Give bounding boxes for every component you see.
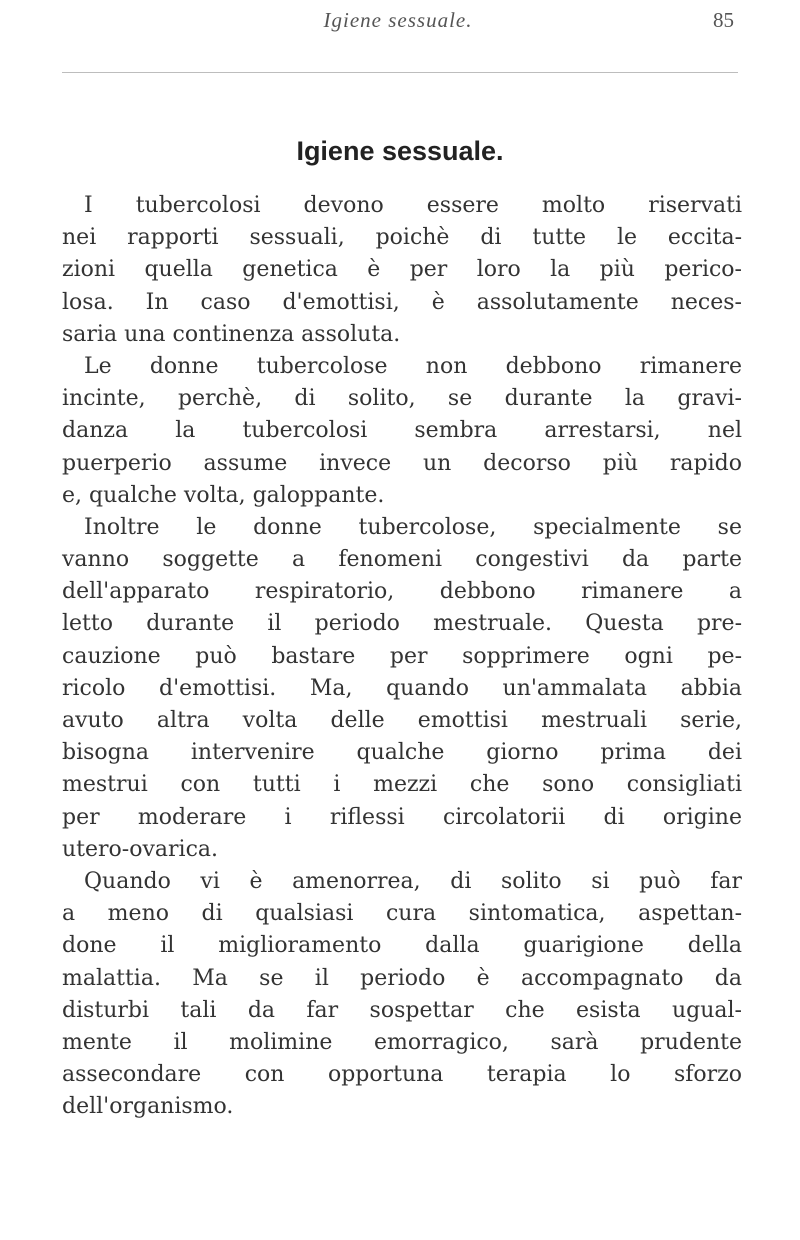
text-line: malattia. Ma se il periodo è accompagnato da bbox=[62, 965, 742, 991]
text-line: a meno di qualsiasi cura sintomatica, aspettan- bbox=[62, 901, 742, 927]
running-title: Igiene sessuale. bbox=[323, 8, 473, 32]
text-line: dell'organismo. bbox=[62, 1094, 234, 1120]
text-line: e, qualche volta, galoppante. bbox=[62, 482, 385, 508]
running-header bbox=[60, 6, 736, 38]
text-line: dell'apparato respiratorio, debbono rimanere a bbox=[62, 579, 742, 605]
text-line: disturbi tali da far sospettar che esista ugual- bbox=[62, 997, 742, 1023]
text-line: Inoltre le donne tubercolose, specialmente se bbox=[84, 514, 742, 540]
body-text bbox=[62, 190, 742, 1123]
text-line: letto durante il periodo mestruale. Questa pre- bbox=[62, 611, 742, 637]
text-line: avuto altra volta delle emottisi mestruali serie, bbox=[62, 708, 742, 733]
text-line: utero-ovarica. bbox=[62, 836, 218, 862]
text-line: zioni quella genetica è per loro la più perico- bbox=[62, 257, 742, 283]
text-line: incinte, perchè, di solito, se durante la gravi- bbox=[62, 386, 742, 412]
text-line: ricolo d'emottisi. Ma, quando un'ammalata abbia bbox=[62, 675, 742, 701]
text-line: cauzione può bastare per sopprimere ogni pe- bbox=[62, 643, 742, 669]
text-line: nei rapporti sessuali, poichè di tutte le eccita- bbox=[62, 225, 742, 251]
text-line: Le donne tubercolose non debbono rimanere bbox=[84, 353, 742, 379]
text-line: vanno soggette a fenomeni congestivi da parte bbox=[62, 547, 742, 573]
paragraph-3 bbox=[62, 512, 742, 866]
chapter-title: Igiene sessuale. bbox=[296, 136, 504, 166]
page-number: 85 bbox=[713, 8, 734, 32]
paragraph-1 bbox=[62, 190, 742, 351]
text-line: Quando vi è amenorrea, di solito si può far bbox=[84, 868, 742, 894]
text-line: assecondare con opportuna terapia lo sforzo bbox=[62, 1062, 742, 1088]
paragraph-4 bbox=[62, 866, 742, 1124]
text-line: losa. In caso d'emottisi, è assolutamente neces- bbox=[62, 289, 742, 315]
paragraph-2 bbox=[62, 351, 742, 512]
text-line: bisogna intervenire qualche giorno prima dei bbox=[62, 740, 742, 766]
text-line: danza la tubercolosi sembra arrestarsi, nel bbox=[62, 418, 742, 444]
text-line: mestrui con tutti i mezzi che sono consigliati bbox=[62, 772, 742, 798]
text-line: I tubercolosi devono essere molto riservati bbox=[84, 193, 742, 218]
header-rule bbox=[62, 72, 738, 73]
text-line: saria una continenza assoluta. bbox=[62, 321, 401, 347]
text-line: per moderare i riflessi circolatorii di origine bbox=[62, 804, 742, 830]
text-line: mente il molimine emorragico, sarà prudente bbox=[62, 1029, 742, 1055]
text-line: done il miglioramento dalla guarigione della bbox=[62, 933, 742, 959]
text-line: puerperio assume invece un decorso più rapido bbox=[62, 450, 742, 476]
